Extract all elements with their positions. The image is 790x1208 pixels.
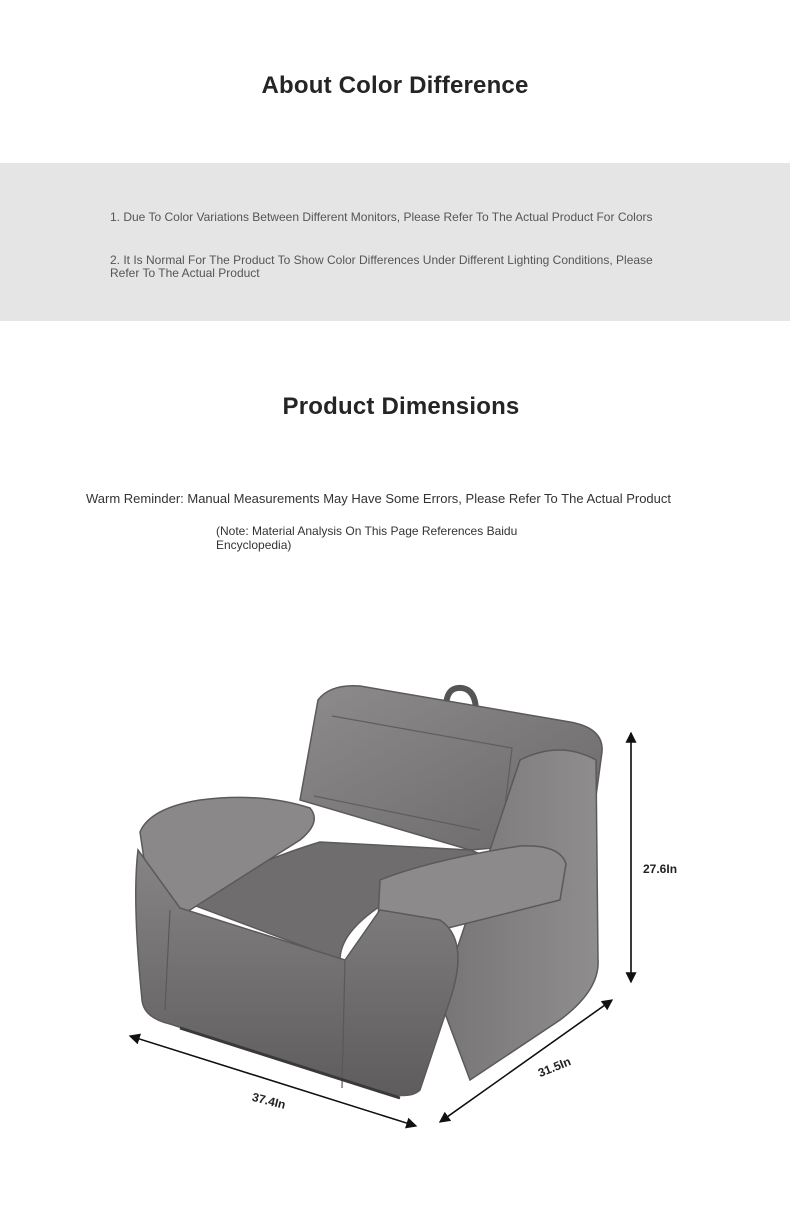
width-label: 37.4In: [250, 1090, 288, 1112]
color-note-2: 2. It Is Normal For The Product To Show Color Differences Under Different Lighting Conditions, Please Refer To The Actual Product: [110, 253, 653, 280]
height-label: 27.6In: [643, 862, 678, 876]
dimensions-title: Product Dimensions: [282, 393, 520, 420]
material-note: (Note: Material Analysis On This Page References Baidu Encyclopedia): [216, 524, 518, 552]
bean-bag-chair-illustration: [0, 640, 790, 1160]
color-note-band: [0, 163, 790, 321]
depth-label: 31.5In: [536, 1054, 573, 1080]
color-difference-title: About Color Difference: [261, 72, 529, 99]
measurement-reminder: Warm Reminder: Manual Measurements May Have Some Errors, Please Refer To The Actual Product: [86, 491, 671, 506]
color-note-1: 1. Due To Color Variations Between Different Monitors, Please Refer To The Actual Product For Colors: [110, 210, 653, 224]
